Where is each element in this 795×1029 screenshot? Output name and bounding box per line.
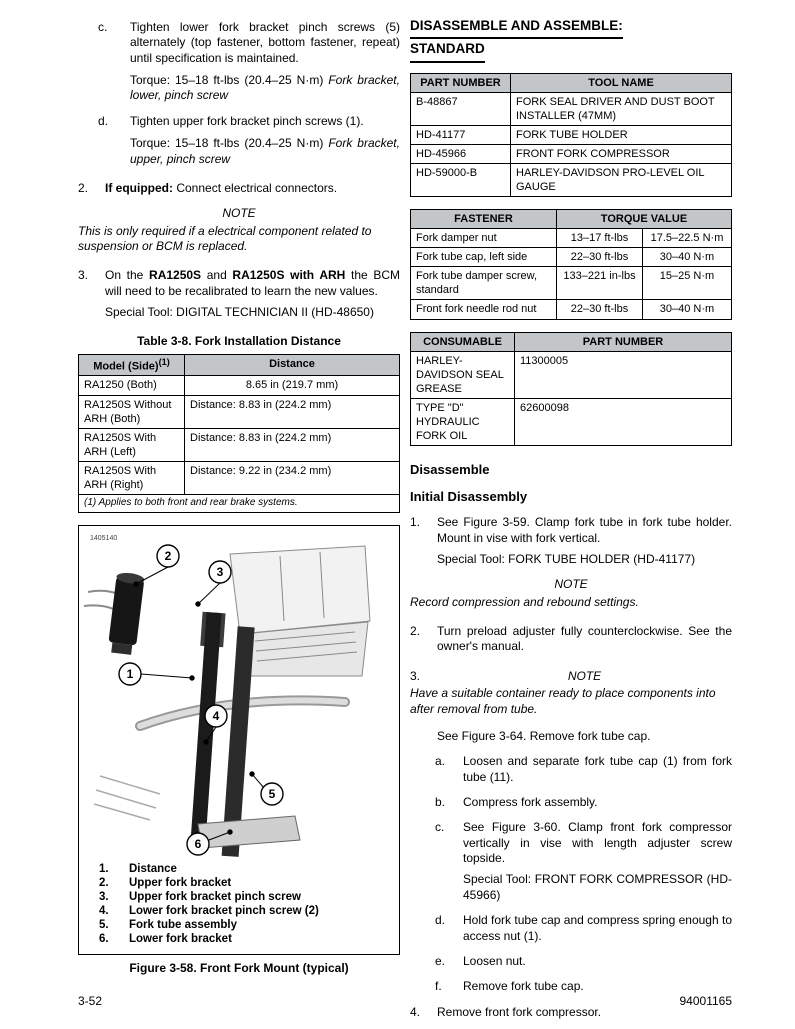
model-cell: RA1250S With ARH (Right)	[79, 461, 185, 494]
step-3	[78, 268, 400, 320]
step-2-body	[437, 624, 732, 655]
step-d-text: Tighten upper fork bracket pinch screws (1).	[130, 113, 364, 128]
substep-a: a. Loosen and separate fork tube cap (1) from fork tube (11).	[435, 754, 732, 784]
special-tool-line: Special Tool: DIGITAL TECHNICIAN II (HD-48650)	[105, 305, 374, 320]
step-c-label: c.	[98, 20, 108, 34]
distance-cell: Distance: 8.83 in (224.2 mm)	[185, 428, 400, 461]
torque-nm-cell: 30–40 N·m	[643, 248, 732, 267]
callout-4	[205, 705, 227, 727]
callout-3	[209, 561, 231, 583]
figure-3-58	[78, 525, 400, 955]
svg-text:2: 2	[164, 548, 172, 563]
special-tool-line: Special Tool: FRONT FORK COMPRESSOR (HD-45966)	[463, 872, 732, 902]
figure-legend	[79, 858, 399, 954]
note-text: Have a suitable container ready to place components into after removal from tube.	[410, 686, 716, 716]
substep-text: Hold fork tube cap and compress spring enough to access nut (1).	[463, 913, 732, 943]
model-cell: RA1250S With ARH (Left)	[79, 428, 185, 461]
substep-f: f. Remove fork tube cap.	[435, 979, 732, 994]
table-row	[411, 125, 732, 144]
note-text: This is only required if a electrical component related to suspension or BCM is replaced.	[78, 223, 372, 253]
tool-cell: HARLEY-DAVIDSON PRO-LEVEL OIL GAUGE	[511, 163, 732, 196]
table-header-row	[411, 332, 732, 351]
substep-c: c. See Figure 3-60. Clamp front fork compressor vertically in vise with length adjuster screw topside. Special Tool: FRONT FORK COMPRESSOR (HD-45966)	[435, 820, 732, 902]
svg-text:4: 4	[212, 708, 220, 723]
step-2-text: Turn preload adjuster fully counterclockwise. See the owner's manual.	[437, 624, 732, 654]
substep-e: e. Loosen nut.	[435, 954, 732, 969]
callout-5	[261, 783, 283, 805]
header-part-number: PART NUMBER	[411, 73, 511, 92]
table-3-8-title: Table 3-8. Fork Installation Distance	[137, 334, 341, 349]
table-row	[79, 461, 400, 494]
note-label: NOTE	[222, 206, 256, 221]
step-c	[98, 20, 400, 104]
table-row	[79, 395, 400, 428]
header-tool-name: TOOL NAME	[511, 73, 732, 92]
header-model-text: Model (Side)	[93, 360, 159, 373]
distance-cell: 8.65 in (219.7 mm)	[185, 376, 400, 395]
step-1-body	[437, 515, 732, 567]
tool-cell: FORK SEAL DRIVER AND DUST BOOT INSTALLER (47MM)	[511, 92, 732, 125]
step-2	[410, 624, 732, 655]
substep-text: Remove fork tube cap.	[463, 979, 584, 994]
torque-value: Torque: 15–18 ft-lbs (20.4–25 N·m)	[130, 73, 329, 88]
step-2	[78, 181, 400, 196]
part-cell: 62600098	[515, 398, 732, 445]
step-c-body	[130, 20, 400, 104]
page-title-line2: STANDARD	[410, 39, 485, 62]
fastener-cell: Fork damper nut	[411, 229, 557, 248]
document-number: 94001165	[679, 993, 732, 1008]
step-2-body	[105, 181, 400, 196]
fastener-torque-table	[410, 209, 732, 319]
tool-cell: FRONT FORK COMPRESSOR	[511, 144, 732, 163]
fastener-cell: Front fork needle rod nut	[411, 300, 557, 319]
legend-item: 1. Distance	[99, 862, 177, 875]
torque-fastener-name: Fork bracket, upper, pinch screw	[130, 136, 400, 166]
step-1-label: 1.	[410, 515, 421, 530]
torque-nm-cell: 15–25 N·m	[643, 267, 732, 300]
if-equipped-bold: If equipped:	[105, 180, 173, 195]
table-header-row	[411, 210, 732, 229]
note-text: Record compression and rebound settings.	[410, 594, 639, 609]
table-row	[411, 267, 732, 300]
fork-installation-table	[78, 354, 400, 513]
note-label: NOTE	[554, 577, 588, 592]
tool-cell: FORK TUBE HOLDER	[511, 125, 732, 144]
heading-disassemble: Disassemble	[410, 462, 490, 478]
step-4-label: 4.	[410, 1004, 421, 1019]
figure-caption: Figure 3-58. Front Fork Mount (typical)	[129, 960, 349, 975]
table-header-row	[79, 354, 400, 376]
page-number: 3-52	[78, 993, 103, 1008]
table-row	[411, 351, 732, 398]
step-d-label: d.	[98, 113, 109, 128]
header-consumable: CONSUMABLE	[411, 332, 515, 351]
model-cell: RA1250 (Both)	[79, 376, 185, 395]
page-title	[410, 16, 732, 63]
torque-ftlbs-cell: 22–30 ft-lbs	[557, 300, 643, 319]
substep-text: Loosen and separate fork tube cap (1) from fork tube (11).	[463, 754, 732, 784]
step-c-text: Tighten lower fork bracket pinch screws (5) alternately (top fastener, bottom fastener, repeat) until specification is maintained.	[130, 20, 400, 65]
svg-text:1: 1	[126, 666, 134, 681]
distance-cell: Distance: 9.22 in (234.2 mm)	[185, 461, 400, 494]
model-name-bold: RA1250S	[149, 268, 202, 283]
table-row	[411, 398, 732, 445]
step-d	[98, 114, 400, 167]
step-3-intro	[410, 729, 732, 744]
table-row	[411, 163, 732, 196]
part-cell: HD-41177	[411, 125, 511, 144]
step-d-torque	[130, 136, 400, 167]
consumable-cell: HARLEY-DAVIDSON SEAL GREASE	[411, 351, 515, 398]
page-title-line1: DISASSEMBLE AND ASSEMBLE:	[410, 16, 623, 39]
legend-item: 6. Lower fork bracket	[99, 932, 232, 945]
note-label: NOTE	[567, 668, 602, 683]
front-fork-mount-drawing	[79, 526, 399, 858]
table-row	[411, 144, 732, 163]
heading-initial-disassembly: Initial Disassembly	[410, 488, 528, 504]
header-model-footnote-ref: (1)	[158, 356, 170, 367]
callout-1	[119, 663, 141, 685]
fastener-cell: Fork tube cap, left side	[411, 248, 557, 267]
step-1	[410, 515, 732, 567]
right-column	[410, 16, 732, 1029]
legend-item: 3. Upper fork bracket pinch screw	[99, 890, 301, 903]
table-footnote-row	[79, 495, 400, 513]
torque-ftlbs-cell: 22–30 ft-lbs	[557, 248, 643, 267]
torque-ftlbs-cell: 13–17 ft-lbs	[557, 229, 643, 248]
step-3-body	[105, 268, 400, 320]
step-3-t1: On the	[105, 268, 150, 283]
torque-nm-cell: 17.5–22.5 N·m	[643, 229, 732, 248]
step-4-text: Remove front fork compressor.	[437, 1004, 602, 1019]
table-footnote: (1) Applies to both front and rear brake systems.	[79, 495, 400, 513]
legend-item: 2. Upper fork bracket	[99, 876, 232, 889]
table-row	[79, 428, 400, 461]
table-row	[411, 229, 732, 248]
step-2-text	[105, 181, 400, 196]
step-3-label: 3.	[410, 668, 421, 683]
photo-id: 1405140	[90, 534, 118, 542]
substep-text: See Figure 3-60. Clamp front fork compressor vertically in vise with length adjuster screw topside.	[463, 820, 732, 866]
header-distance: Distance	[185, 354, 400, 376]
lower-bracket-art	[198, 816, 300, 848]
svg-text:5: 5	[268, 786, 276, 801]
substep-d: d. Hold fork tube cap and compress spring enough to access nut (1).	[435, 913, 732, 943]
legend-item: 5. Fork tube assembly	[99, 918, 238, 931]
substep-b: b. Compress fork assembly.	[435, 795, 732, 810]
part-cell: B-48867	[411, 92, 511, 125]
table-row	[411, 248, 732, 267]
step-2-label: 2.	[78, 180, 89, 195]
distance-cell: Distance: 8.83 in (224.2 mm)	[185, 395, 400, 428]
step-3-intro-body	[437, 729, 732, 744]
step-3-text	[105, 268, 400, 299]
fastener-cell: Fork tube damper screw, standard	[411, 267, 557, 300]
table-row	[411, 300, 732, 319]
model-name-bold: RA1250S with ARH	[232, 268, 346, 283]
tools-table	[410, 73, 732, 198]
substep-text: Compress fork assembly.	[463, 794, 598, 809]
table-row	[411, 92, 732, 125]
step-3-substeps	[435, 754, 732, 994]
step-1-text: See Figure 3-59. Clamp fork tube in fork tube holder. Mount in vise with fork vertical.	[437, 515, 732, 545]
part-cell: HD-59000-B	[411, 163, 511, 196]
header-torque-value: TORQUE VALUE	[557, 210, 732, 229]
substep-text: Loosen nut.	[463, 953, 526, 968]
model-cell: RA1250S Without ARH (Both)	[79, 395, 185, 428]
callout-2	[157, 545, 179, 567]
damper-cylinder-art	[107, 571, 145, 655]
table-header-row	[411, 73, 732, 92]
step-d-body	[130, 114, 400, 167]
header-fastener: FASTENER	[411, 210, 557, 229]
part-cell: HD-45966	[411, 144, 511, 163]
step-3	[410, 669, 732, 686]
consumable-table	[410, 332, 732, 447]
header-model	[79, 354, 185, 376]
callout-6	[187, 833, 209, 855]
step-3-t2: and	[201, 268, 233, 283]
svg-text:6: 6	[194, 836, 202, 851]
header-part-number: PART NUMBER	[515, 332, 732, 351]
part-cell: 11300005	[515, 351, 732, 398]
svg-text:3: 3	[216, 564, 224, 579]
step-2-text-rest: Connect electrical connectors.	[173, 180, 338, 195]
step-c-torque	[130, 73, 400, 104]
step-3-label: 3.	[78, 268, 89, 283]
table-row	[79, 376, 400, 395]
step-3-body	[437, 669, 732, 686]
left-column	[78, 20, 400, 976]
frame-lines-art	[94, 776, 160, 820]
legend-item: 4. Lower fork bracket pinch screw (2)	[99, 904, 319, 917]
torque-ftlbs-cell: 133–221 in-lbs	[557, 267, 643, 300]
consumable-cell: TYPE "D" HYDRAULIC FORK OIL	[411, 398, 515, 445]
torque-value: Torque: 15–18 ft-lbs (20.4–25 N·m)	[130, 136, 329, 151]
step-3-t3: the BCM will need to be recalibrated to learn the new values.	[105, 268, 401, 298]
step-2-label: 2.	[410, 624, 421, 639]
special-tool-line: Special Tool: FORK TUBE HOLDER (HD-41177)	[437, 552, 696, 567]
step-3-intro-text: See Figure 3-64. Remove fork tube cap.	[437, 728, 651, 743]
torque-fastener-name: Fork bracket, lower, pinch screw	[130, 73, 400, 103]
torque-nm-cell: 30–40 N·m	[643, 300, 732, 319]
